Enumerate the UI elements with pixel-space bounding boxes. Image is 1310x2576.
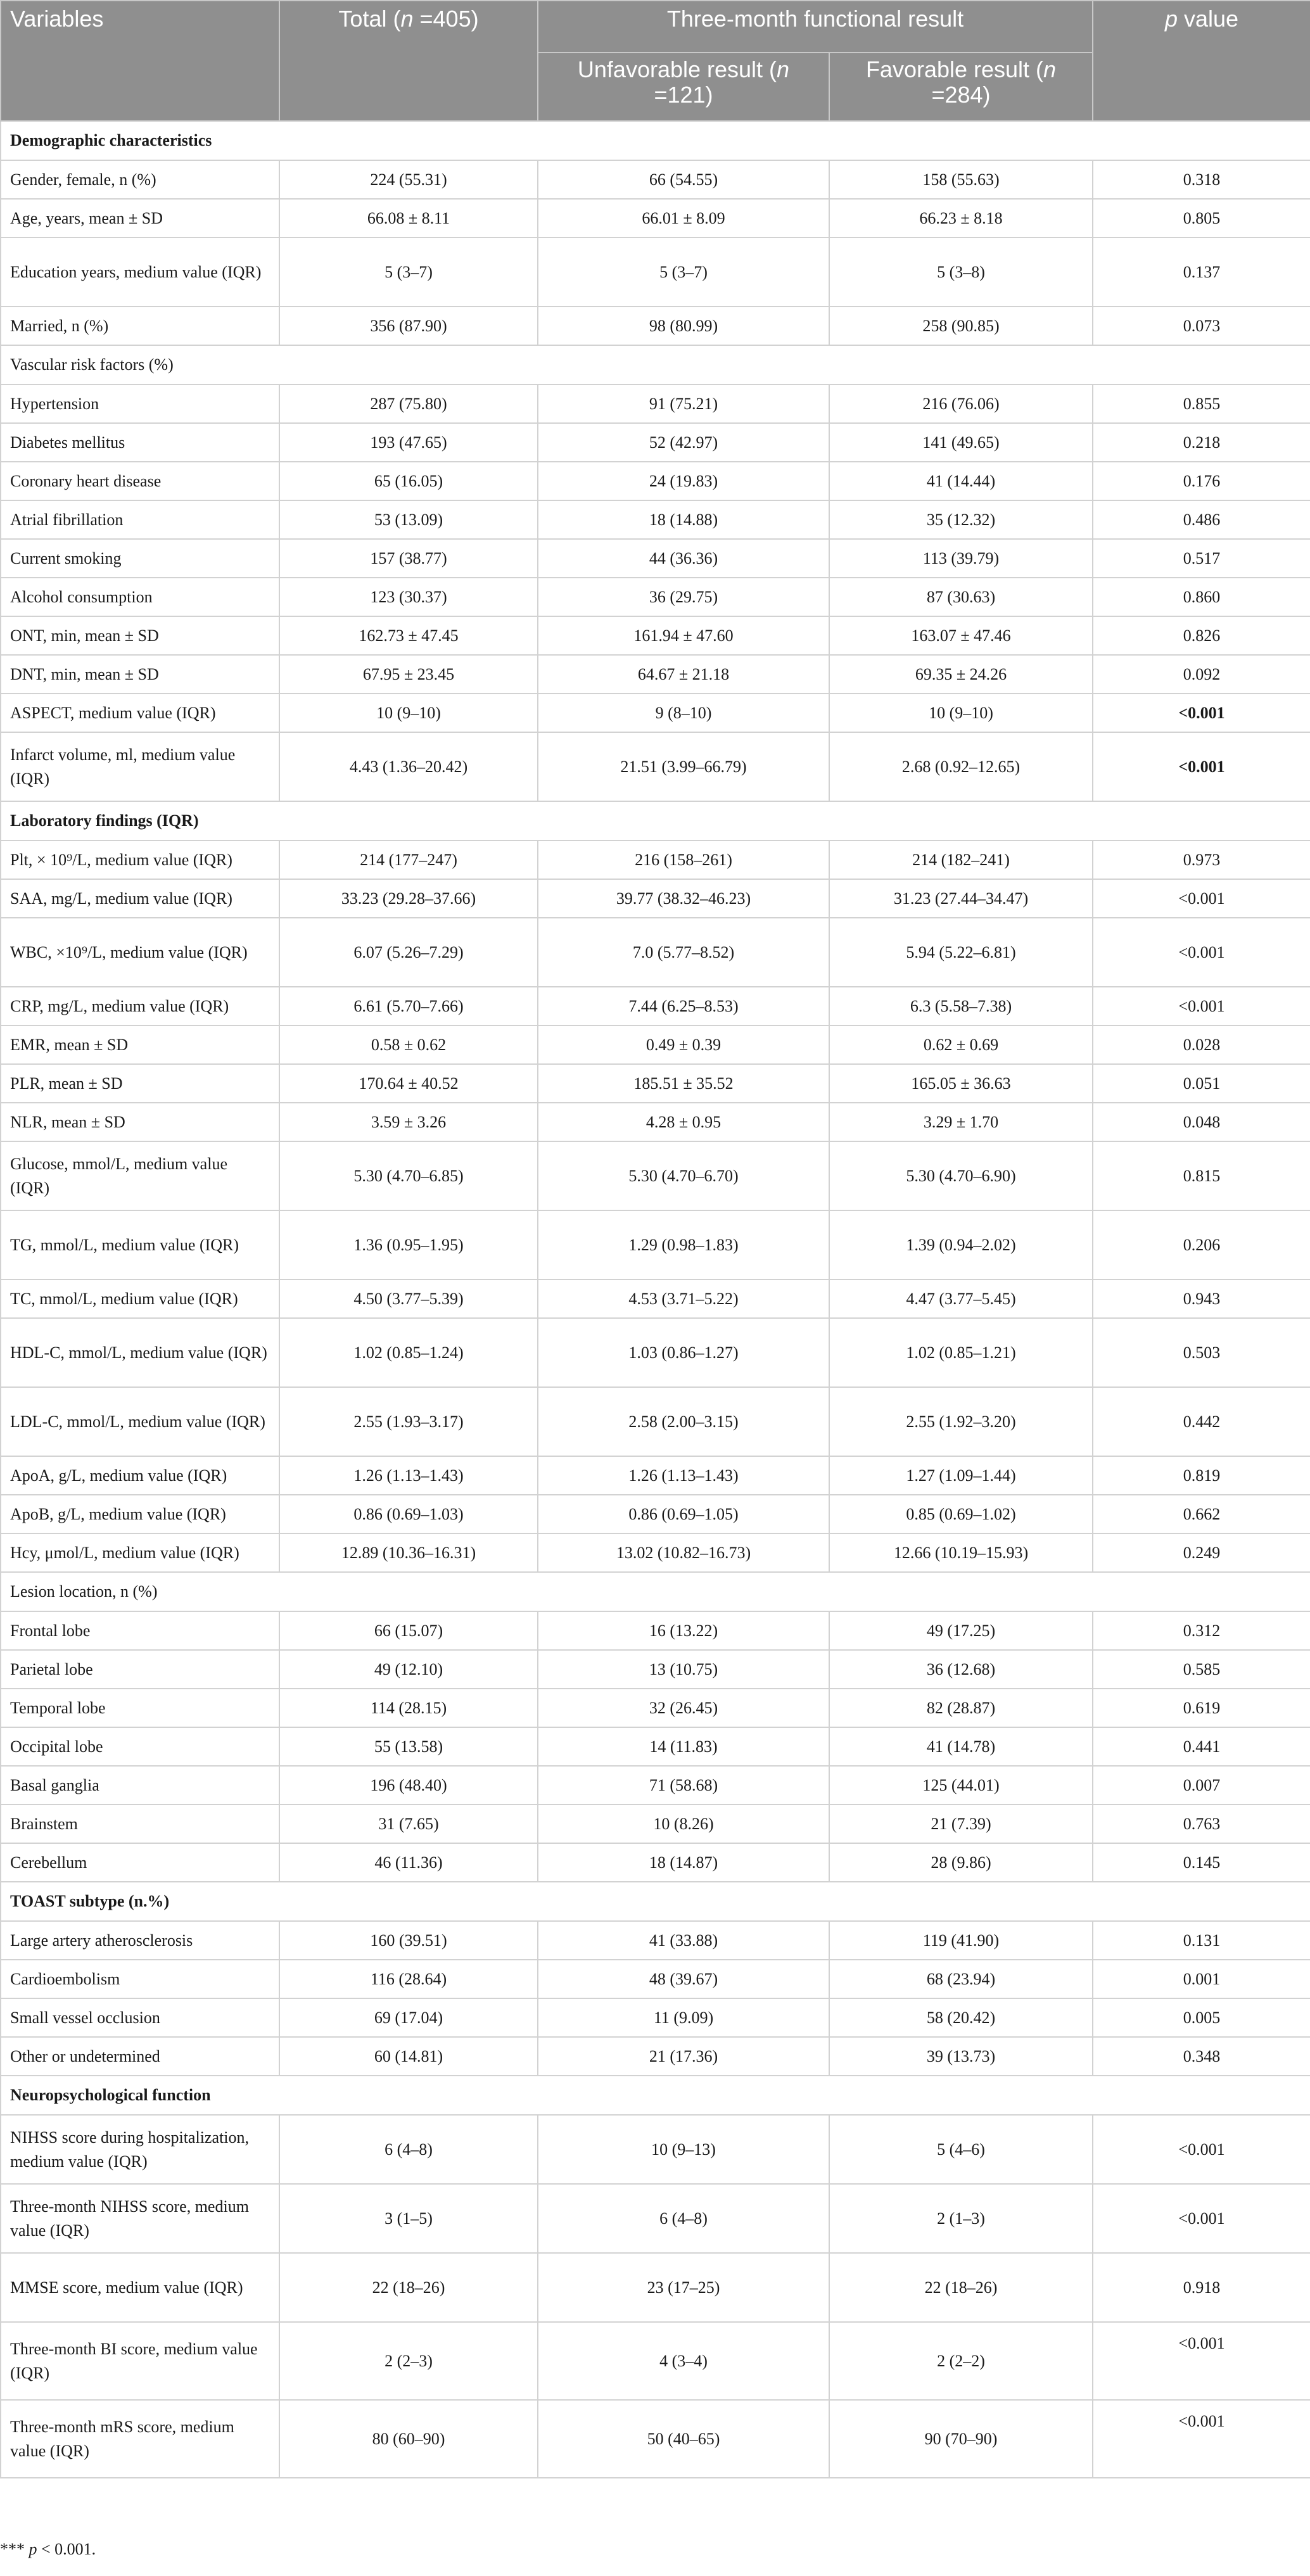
cell-unfavorable: 44 (36.36) (538, 539, 829, 578)
cell-p-value: <0.001 (1093, 2184, 1310, 2253)
cell-variable: Alcohol consumption (1, 578, 279, 616)
cell-total: 12.89 (10.36–16.31) (279, 1533, 538, 1572)
cell-variable: Hypertension (1, 384, 279, 423)
cell-p-value: 0.486 (1093, 500, 1310, 539)
cell-unfavorable: 36 (29.75) (538, 578, 829, 616)
cell-variable: Glucose, mmol/L, medium value (IQR) (1, 1141, 279, 1210)
cell-total: 114 (28.15) (279, 1689, 538, 1727)
cell-p-value: 0.218 (1093, 423, 1310, 462)
header-total: Total (n =405) (279, 1, 538, 121)
cell-unfavorable: 0.49 ± 0.39 (538, 1025, 829, 1064)
cell-favorable: 119 (41.90) (829, 1921, 1093, 1960)
cell-total: 69 (17.04) (279, 1998, 538, 2037)
table-row (1, 1456, 1310, 1495)
cell-favorable: 41 (14.78) (829, 1727, 1093, 1766)
cell-total: 157 (38.77) (279, 539, 538, 578)
cell-unfavorable: 39.77 (38.32–46.23) (538, 879, 829, 918)
table-row (1, 694, 1310, 732)
cell-unfavorable: 9 (8–10) (538, 694, 829, 732)
table-row (1, 2322, 1310, 2400)
cell-p-value: 0.051 (1093, 1064, 1310, 1103)
cell-unfavorable: 52 (42.97) (538, 423, 829, 462)
cell-favorable: 66.23 ± 8.18 (829, 199, 1093, 238)
cell-favorable: 58 (20.42) (829, 1998, 1093, 2037)
cell-variable: Coronary heart disease (1, 462, 279, 500)
header-p-value: p value (1093, 1, 1310, 121)
cell-total: 2 (2–3) (279, 2322, 538, 2400)
cell-variable: MMSE score, medium value (IQR) (1, 2253, 279, 2322)
cell-p-value: 0.918 (1093, 2253, 1310, 2322)
table-row (1, 879, 1310, 918)
cell-variable: TG, mmol/L, medium value (IQR) (1, 1210, 279, 1279)
table-row (1, 2037, 1310, 2076)
cell-unfavorable: 21 (17.36) (538, 2037, 829, 2076)
cell-unfavorable: 64.67 ± 21.18 (538, 655, 829, 694)
cell-favorable: 21 (7.39) (829, 1805, 1093, 1843)
section-row (1, 121, 1310, 160)
cell-unfavorable: 32 (26.45) (538, 1689, 829, 1727)
section-title: TOAST subtype (n.%) (1, 1882, 1310, 1921)
cell-p-value: 0.348 (1093, 2037, 1310, 2076)
table-row (1, 2184, 1310, 2253)
cell-unfavorable: 66 (54.55) (538, 160, 829, 199)
cell-unfavorable: 6 (4–8) (538, 2184, 829, 2253)
section-title: Lesion location, n (%) (1, 1572, 1310, 1611)
cell-total: 49 (12.10) (279, 1650, 538, 1689)
cell-variable: Small vessel occlusion (1, 1998, 279, 2037)
cell-variable: HDL-C, mmol/L, medium value (IQR) (1, 1318, 279, 1387)
table-row (1, 616, 1310, 655)
table-row (1, 987, 1310, 1025)
cell-variable: Current smoking (1, 539, 279, 578)
cell-variable: Education years, medium value (IQR) (1, 238, 279, 307)
cell-p-value: 0.973 (1093, 841, 1310, 879)
cell-favorable: 1.39 (0.94–2.02) (829, 1210, 1093, 1279)
table-row (1, 1805, 1310, 1843)
table-row (1, 1611, 1310, 1650)
cell-unfavorable: 216 (158–261) (538, 841, 829, 879)
section-row (1, 801, 1310, 841)
cell-total: 6 (4–8) (279, 2115, 538, 2184)
cell-variable: Infarct volume, ml, medium value (IQR) (1, 732, 279, 801)
cell-unfavorable: 21.51 (3.99–66.79) (538, 732, 829, 801)
cell-unfavorable: 4.28 ± 0.95 (538, 1103, 829, 1141)
cell-p-value: 0.145 (1093, 1843, 1310, 1882)
cell-variable: Plt, × 10⁹/L, medium value (IQR) (1, 841, 279, 879)
section-row (1, 345, 1310, 384)
table-row (1, 384, 1310, 423)
cell-total: 1.26 (1.13–1.43) (279, 1456, 538, 1495)
cell-variable: CRP, mg/L, medium value (IQR) (1, 987, 279, 1025)
cell-favorable: 87 (30.63) (829, 578, 1093, 616)
cell-variable: Brainstem (1, 1805, 279, 1843)
cell-total: 65 (16.05) (279, 462, 538, 500)
cell-unfavorable: 4.53 (3.71–5.22) (538, 1279, 829, 1318)
cell-favorable: 0.85 (0.69–1.02) (829, 1495, 1093, 1533)
cell-p-value: 0.007 (1093, 1766, 1310, 1805)
cell-unfavorable: 1.03 (0.86–1.27) (538, 1318, 829, 1387)
cell-total: 66 (15.07) (279, 1611, 538, 1650)
table-row (1, 1103, 1310, 1141)
cell-unfavorable: 10 (9–13) (538, 2115, 829, 2184)
cell-variable: ASPECT, medium value (IQR) (1, 694, 279, 732)
cell-favorable: 90 (70–90) (829, 2400, 1093, 2478)
cell-favorable: 22 (18–26) (829, 2253, 1093, 2322)
cell-p-value: 0.249 (1093, 1533, 1310, 1572)
table-body (1, 121, 1310, 2478)
cell-variable: Gender, female, n (%) (1, 160, 279, 199)
cell-p-value: 0.815 (1093, 1141, 1310, 1210)
header-variables: Variables (1, 1, 279, 121)
table-row (1, 2253, 1310, 2322)
cell-favorable: 28 (9.86) (829, 1843, 1093, 1882)
cell-favorable: 2 (1–3) (829, 2184, 1093, 2253)
table-row (1, 578, 1310, 616)
cell-unfavorable: 1.26 (1.13–1.43) (538, 1456, 829, 1495)
table-row (1, 841, 1310, 879)
cell-favorable: 69.35 ± 24.26 (829, 655, 1093, 694)
cell-unfavorable: 24 (19.83) (538, 462, 829, 500)
table-row (1, 423, 1310, 462)
cell-unfavorable: 18 (14.88) (538, 500, 829, 539)
cell-unfavorable: 185.51 ± 35.52 (538, 1064, 829, 1103)
table-row (1, 539, 1310, 578)
header-favorable: Favorable result (n =284) (829, 53, 1093, 121)
cell-favorable: 82 (28.87) (829, 1689, 1093, 1727)
header-group-title: Three-month functional result (538, 1, 1093, 53)
table-row (1, 1210, 1310, 1279)
cell-favorable: 2.68 (0.92–12.65) (829, 732, 1093, 801)
cell-p-value: 0.137 (1093, 238, 1310, 307)
cell-favorable: 36 (12.68) (829, 1650, 1093, 1689)
table-row (1, 1689, 1310, 1727)
cell-total: 0.86 (0.69–1.03) (279, 1495, 538, 1533)
cell-variable: Frontal lobe (1, 1611, 279, 1650)
cell-p-value: 0.805 (1093, 199, 1310, 238)
table-row (1, 2115, 1310, 2184)
cell-total: 5 (3–7) (279, 238, 538, 307)
table-row (1, 307, 1310, 345)
cell-total: 162.73 ± 47.45 (279, 616, 538, 655)
cell-total: 66.08 ± 8.11 (279, 199, 538, 238)
cell-favorable: 214 (182–241) (829, 841, 1093, 879)
cell-unfavorable: 5 (3–7) (538, 238, 829, 307)
cell-unfavorable: 71 (58.68) (538, 1766, 829, 1805)
cell-favorable: 113 (39.79) (829, 539, 1093, 578)
cell-total: 160 (39.51) (279, 1921, 538, 1960)
table-row (1, 918, 1310, 987)
cell-unfavorable: 0.86 (0.69–1.05) (538, 1495, 829, 1533)
table-row (1, 500, 1310, 539)
cell-total: 214 (177–247) (279, 841, 538, 879)
cell-favorable: 5.30 (4.70–6.90) (829, 1141, 1093, 1210)
cell-total: 1.02 (0.85–1.24) (279, 1318, 538, 1387)
cell-variable: Three-month BI score, medium value (IQR) (1, 2322, 279, 2400)
cell-p-value: 0.176 (1093, 462, 1310, 500)
cell-variable: ONT, min, mean ± SD (1, 616, 279, 655)
table-row (1, 1727, 1310, 1766)
table-row (1, 1495, 1310, 1533)
cell-variable: Cardioembolism (1, 1960, 279, 1998)
cell-p-value: <0.001 (1093, 732, 1310, 801)
cell-p-value: 0.826 (1093, 616, 1310, 655)
cell-unfavorable: 5.30 (4.70–6.70) (538, 1141, 829, 1210)
cell-favorable: 3.29 ± 1.70 (829, 1103, 1093, 1141)
cell-total: 22 (18–26) (279, 2253, 538, 2322)
cell-total: 4.50 (3.77–5.39) (279, 1279, 538, 1318)
cell-total: 6.61 (5.70–7.66) (279, 987, 538, 1025)
table-row (1, 1921, 1310, 1960)
cell-unfavorable: 10 (8.26) (538, 1805, 829, 1843)
cell-unfavorable: 4 (3–4) (538, 2322, 829, 2400)
cell-unfavorable: 23 (17–25) (538, 2253, 829, 2322)
cell-variable: Other or undetermined (1, 2037, 279, 2076)
cell-variable: PLR, mean ± SD (1, 1064, 279, 1103)
cell-variable: Parietal lobe (1, 1650, 279, 1689)
table-row (1, 1843, 1310, 1882)
table-row (1, 1766, 1310, 1805)
cell-unfavorable: 14 (11.83) (538, 1727, 829, 1766)
cell-total: 193 (47.65) (279, 423, 538, 462)
cell-p-value: 0.943 (1093, 1279, 1310, 1318)
cell-total: 1.36 (0.95–1.95) (279, 1210, 538, 1279)
cell-variable: Basal ganglia (1, 1766, 279, 1805)
table-row (1, 1387, 1310, 1456)
cell-p-value: <0.001 (1093, 2400, 1310, 2478)
cell-favorable: 2 (2–2) (829, 2322, 1093, 2400)
cell-total: 123 (30.37) (279, 578, 538, 616)
cell-variable: Diabetes mellitus (1, 423, 279, 462)
cell-favorable: 5.94 (5.22–6.81) (829, 918, 1093, 987)
table-row (1, 1141, 1310, 1210)
cell-favorable: 158 (55.63) (829, 160, 1093, 199)
header-unfavorable: Unfavorable result (n =121) (538, 53, 829, 121)
cell-total: 53 (13.09) (279, 500, 538, 539)
cell-p-value: 0.092 (1093, 655, 1310, 694)
cell-total: 2.55 (1.93–3.17) (279, 1387, 538, 1456)
cell-unfavorable: 48 (39.67) (538, 1960, 829, 1998)
cell-variable: Occipital lobe (1, 1727, 279, 1766)
cell-p-value: 0.819 (1093, 1456, 1310, 1495)
cell-p-value: 0.206 (1093, 1210, 1310, 1279)
table-header (1, 1, 1310, 121)
cell-unfavorable: 2.58 (2.00–3.15) (538, 1387, 829, 1456)
cell-p-value: 0.503 (1093, 1318, 1310, 1387)
cell-total: 170.64 ± 40.52 (279, 1064, 538, 1103)
table-row (1, 1533, 1310, 1572)
cell-unfavorable: 11 (9.09) (538, 1998, 829, 2037)
cell-variable: Three-month NIHSS score, medium value (IQR) (1, 2184, 279, 2253)
cell-variable: NLR, mean ± SD (1, 1103, 279, 1141)
table-row (1, 2400, 1310, 2478)
cell-unfavorable: 161.94 ± 47.60 (538, 616, 829, 655)
table-row (1, 1960, 1310, 1998)
cell-variable: EMR, mean ± SD (1, 1025, 279, 1064)
section-title: Laboratory findings (IQR) (1, 801, 1310, 841)
cell-p-value: <0.001 (1093, 2115, 1310, 2184)
table-row (1, 1279, 1310, 1318)
cell-p-value: <0.001 (1093, 879, 1310, 918)
cell-variable: Hcy, μmol/L, medium value (IQR) (1, 1533, 279, 1572)
cell-unfavorable: 18 (14.87) (538, 1843, 829, 1882)
cell-total: 67.95 ± 23.45 (279, 655, 538, 694)
cell-variable: NIHSS score during hospitalization, medium value (IQR) (1, 2115, 279, 2184)
cell-total: 287 (75.80) (279, 384, 538, 423)
cell-favorable: 258 (90.85) (829, 307, 1093, 345)
cell-unfavorable: 91 (75.21) (538, 384, 829, 423)
cell-p-value: 0.048 (1093, 1103, 1310, 1141)
cell-favorable: 216 (76.06) (829, 384, 1093, 423)
cell-favorable: 41 (14.44) (829, 462, 1093, 500)
cell-p-value: 0.860 (1093, 578, 1310, 616)
cell-p-value: 0.517 (1093, 539, 1310, 578)
cell-unfavorable: 41 (33.88) (538, 1921, 829, 1960)
cell-total: 33.23 (29.28–37.66) (279, 879, 538, 918)
cell-total: 3 (1–5) (279, 2184, 538, 2253)
cell-p-value: 0.442 (1093, 1387, 1310, 1456)
cell-unfavorable: 7.0 (5.77–8.52) (538, 918, 829, 987)
cell-favorable: 163.07 ± 47.46 (829, 616, 1093, 655)
cell-favorable: 39 (13.73) (829, 2037, 1093, 2076)
cell-unfavorable: 13.02 (10.82–16.73) (538, 1533, 829, 1572)
cell-favorable: 1.27 (1.09–1.44) (829, 1456, 1093, 1495)
cell-favorable: 0.62 ± 0.69 (829, 1025, 1093, 1064)
cell-variable: ApoB, g/L, medium value (IQR) (1, 1495, 279, 1533)
cell-p-value: <0.001 (1093, 2322, 1310, 2400)
cell-total: 5.30 (4.70–6.85) (279, 1141, 538, 1210)
cell-p-value: 0.855 (1093, 384, 1310, 423)
cell-total: 0.58 ± 0.62 (279, 1025, 538, 1064)
cell-favorable: 10 (9–10) (829, 694, 1093, 732)
cell-variable: TC, mmol/L, medium value (IQR) (1, 1279, 279, 1318)
cell-variable: Atrial fibrillation (1, 500, 279, 539)
table-row (1, 655, 1310, 694)
cell-total: 80 (60–90) (279, 2400, 538, 2478)
cell-variable: DNT, min, mean ± SD (1, 655, 279, 694)
cell-p-value: 0.312 (1093, 1611, 1310, 1650)
cell-favorable: 2.55 (1.92–3.20) (829, 1387, 1093, 1456)
cell-variable: Three-month mRS score, medium value (IQR) (1, 2400, 279, 2478)
cell-unfavorable: 16 (13.22) (538, 1611, 829, 1650)
cell-total: 196 (48.40) (279, 1766, 538, 1805)
table-row (1, 199, 1310, 238)
section-title: Neuropsychological function (1, 2076, 1310, 2115)
section-title: Demographic characteristics (1, 121, 1310, 160)
cell-variable: WBC, ×10⁹/L, medium value (IQR) (1, 918, 279, 987)
cell-variable: Cerebellum (1, 1843, 279, 1882)
table-row (1, 1650, 1310, 1689)
cell-unfavorable: 66.01 ± 8.09 (538, 199, 829, 238)
table-row (1, 732, 1310, 801)
cell-total: 31 (7.65) (279, 1805, 538, 1843)
cell-total: 116 (28.64) (279, 1960, 538, 1998)
cell-total: 46 (11.36) (279, 1843, 538, 1882)
cell-p-value: 0.073 (1093, 307, 1310, 345)
cell-total: 224 (55.31) (279, 160, 538, 199)
cell-favorable: 68 (23.94) (829, 1960, 1093, 1998)
cell-variable: LDL-C, mmol/L, medium value (IQR) (1, 1387, 279, 1456)
cell-variable: ApoA, g/L, medium value (IQR) (1, 1456, 279, 1495)
cell-p-value: 0.318 (1093, 160, 1310, 199)
cell-p-value: <0.001 (1093, 987, 1310, 1025)
table-row (1, 462, 1310, 500)
cell-total: 60 (14.81) (279, 2037, 538, 2076)
cell-favorable: 141 (49.65) (829, 423, 1093, 462)
cell-p-value: <0.001 (1093, 694, 1310, 732)
cell-p-value: 0.585 (1093, 1650, 1310, 1689)
cell-total: 4.43 (1.36–20.42) (279, 732, 538, 801)
cell-total: 10 (9–10) (279, 694, 538, 732)
cell-variable: Age, years, mean ± SD (1, 199, 279, 238)
cell-favorable: 6.3 (5.58–7.38) (829, 987, 1093, 1025)
table-footnote: *** p < 0.001. (0, 2540, 96, 2558)
cell-p-value: 0.005 (1093, 1998, 1310, 2037)
cell-p-value: 0.131 (1093, 1921, 1310, 1960)
table-row (1, 1998, 1310, 2037)
table-row (1, 238, 1310, 307)
table-row (1, 1064, 1310, 1103)
cell-variable: Large artery atherosclerosis (1, 1921, 279, 1960)
cell-favorable: 5 (3–8) (829, 238, 1093, 307)
cell-total: 55 (13.58) (279, 1727, 538, 1766)
cell-p-value: 0.619 (1093, 1689, 1310, 1727)
cell-unfavorable: 13 (10.75) (538, 1650, 829, 1689)
table-row (1, 1025, 1310, 1064)
cell-unfavorable: 50 (40–65) (538, 2400, 829, 2478)
cell-p-value: 0.028 (1093, 1025, 1310, 1064)
section-title: Vascular risk factors (%) (1, 345, 1310, 384)
cell-favorable: 49 (17.25) (829, 1611, 1093, 1650)
cell-favorable: 5 (4–6) (829, 2115, 1093, 2184)
cell-favorable: 12.66 (10.19–15.93) (829, 1533, 1093, 1572)
cell-p-value: 0.001 (1093, 1960, 1310, 1998)
cell-unfavorable: 7.44 (6.25–8.53) (538, 987, 829, 1025)
table-row (1, 1318, 1310, 1387)
cell-variable: Married, n (%) (1, 307, 279, 345)
cell-total: 3.59 ± 3.26 (279, 1103, 538, 1141)
cell-favorable: 165.05 ± 36.63 (829, 1064, 1093, 1103)
cell-total: 6.07 (5.26–7.29) (279, 918, 538, 987)
cell-total: 356 (87.90) (279, 307, 538, 345)
cell-p-value: 0.763 (1093, 1805, 1310, 1843)
cell-variable: SAA, mg/L, medium value (IQR) (1, 879, 279, 918)
cell-p-value: <0.001 (1093, 918, 1310, 987)
section-row (1, 1572, 1310, 1611)
cell-variable: Temporal lobe (1, 1689, 279, 1727)
table-row (1, 160, 1310, 199)
section-row (1, 2076, 1310, 2115)
section-row (1, 1882, 1310, 1921)
cell-favorable: 1.02 (0.85–1.21) (829, 1318, 1093, 1387)
cell-favorable: 35 (12.32) (829, 500, 1093, 539)
cell-unfavorable: 1.29 (0.98–1.83) (538, 1210, 829, 1279)
cell-favorable: 4.47 (3.77–5.45) (829, 1279, 1093, 1318)
cell-p-value: 0.662 (1093, 1495, 1310, 1533)
cell-favorable: 31.23 (27.44–34.47) (829, 879, 1093, 918)
cell-p-value: 0.441 (1093, 1727, 1310, 1766)
cell-favorable: 125 (44.01) (829, 1766, 1093, 1805)
cell-unfavorable: 98 (80.99) (538, 307, 829, 345)
